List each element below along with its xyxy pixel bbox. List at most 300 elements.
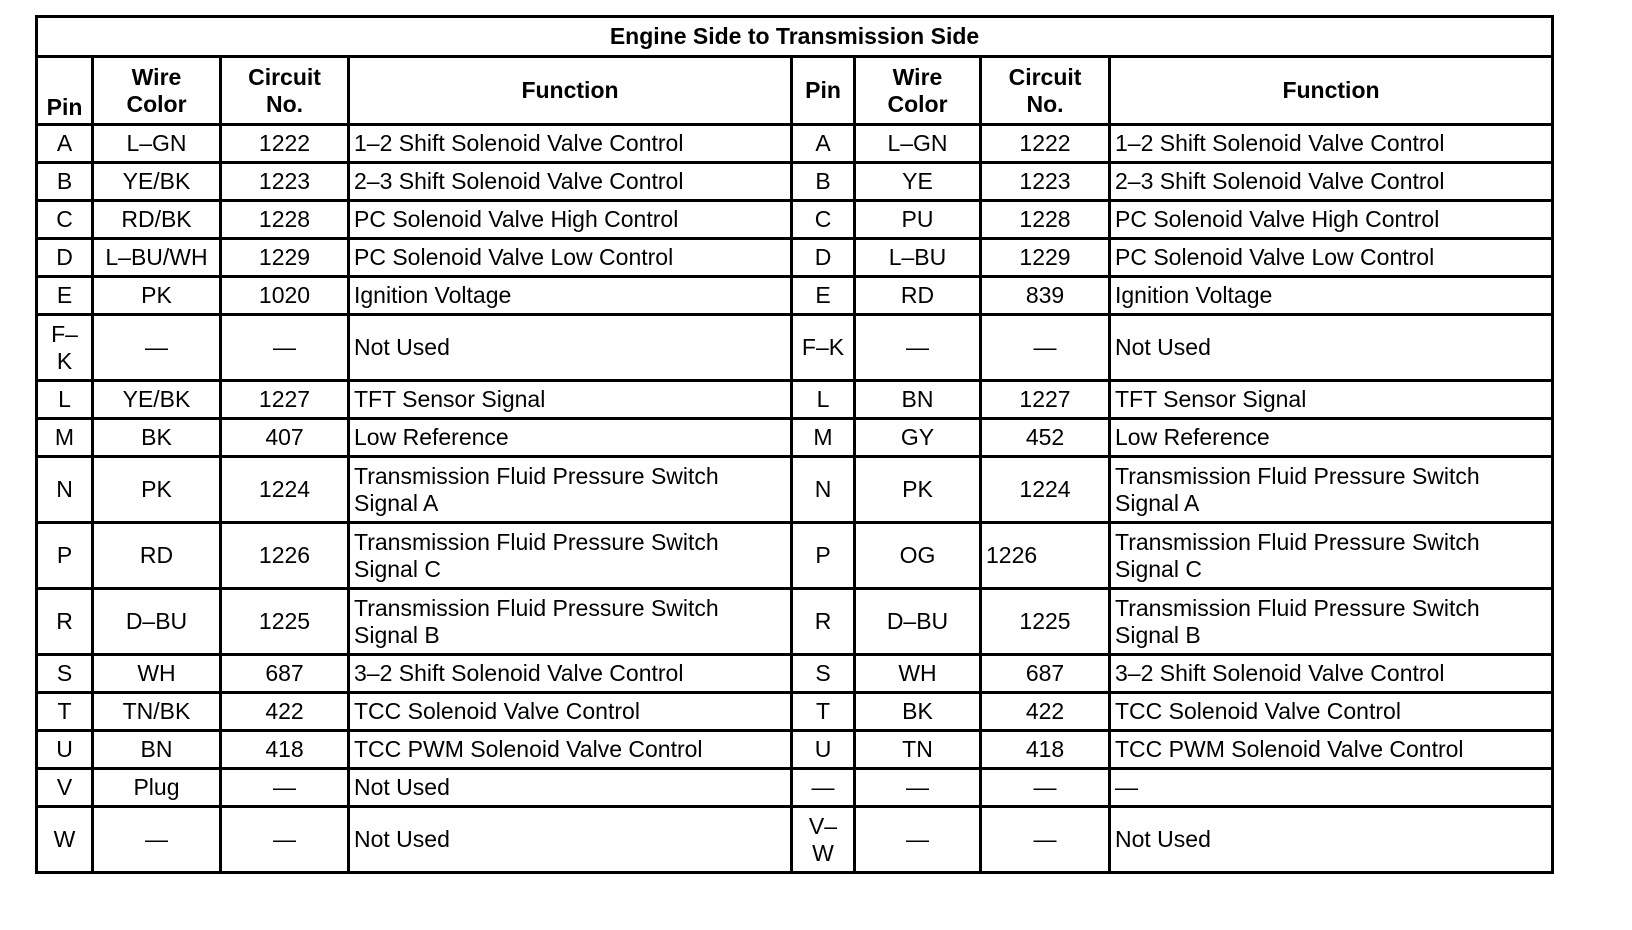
pin-engine-text: S [56,660,73,686]
wire-color-engine-text: BK [141,424,172,450]
function-engine-text: Transmission Fluid Pressure Switch [354,594,719,621]
pin-trans-cell [792,125,855,163]
circuit-engine-cell [221,315,349,381]
wire-color-trans-text: RD [900,282,935,308]
function-trans-cell [1110,381,1553,419]
circuit-engine-cell [221,457,349,523]
function-engine-text: Signal B [354,621,440,648]
function-trans-text: Not Used [1115,826,1211,852]
table-row [37,125,1553,163]
function-trans-cell [1110,655,1553,693]
function-engine-cell [349,523,792,589]
circuit-engine-cell [221,381,349,419]
pin-trans-text: W [812,839,834,866]
function-engine-cell [349,201,792,239]
pin-trans-cell [792,315,855,381]
header-circuit-line1: Circuit [1008,63,1082,90]
circuit-engine-cell [221,125,349,163]
pin-engine-text: B [56,168,73,194]
function-engine-text: Signal C [354,555,441,582]
pin-engine-text: L [58,386,71,412]
wire-color-engine-cell [93,523,221,589]
pin-trans-text: B [815,168,831,194]
function-engine-cell [349,315,792,381]
wire-color-engine-cell [93,457,221,523]
circuit-engine-text: — [273,826,296,852]
function-trans-text: 1–2 Shift Solenoid Valve Control [1115,130,1445,156]
wire-color-engine-text: L–GN [126,130,187,156]
pin-trans-cell [792,239,855,277]
wire-color-trans-text: BK [902,698,933,724]
pin-engine-cell [37,457,93,523]
header-circuit-line2: No. [265,90,304,117]
pin-engine-cell [37,589,93,655]
function-engine-text: 3–2 Shift Solenoid Valve Control [354,660,684,686]
circuit-trans-cell [981,125,1110,163]
table-row [37,381,1553,419]
function-trans-text: Signal B [1115,621,1201,648]
pin-trans-cell [792,523,855,589]
wire-color-trans-cell [855,419,981,457]
circuit-engine-cell [221,769,349,807]
pin-trans-text: F–K [801,334,845,360]
function-engine-cell [349,693,792,731]
circuit-trans-cell [981,163,1110,201]
circuit-trans-cell [981,655,1110,693]
pin-engine-cell [37,381,93,419]
table-row [37,807,1553,873]
pin-engine-cell [37,201,93,239]
circuit-trans-text: — [1033,826,1057,852]
header-wire-line2: Color [126,90,187,117]
circuit-trans-cell [981,769,1110,807]
function-engine-text: Not Used [354,826,450,852]
function-trans-cell [1110,277,1553,315]
function-engine-text: 2–3 Shift Solenoid Valve Control [354,168,684,194]
circuit-engine-text: 1229 [258,244,311,270]
wire-color-trans-text: — [906,774,929,800]
function-trans-text: — [1115,774,1138,800]
function-engine-text: PC Solenoid Valve High Control [354,206,679,232]
function-engine-cell [349,239,792,277]
function-trans-text: Transmission Fluid Pressure Switch [1115,528,1480,555]
wire-color-engine-cell [93,655,221,693]
table-row [37,239,1553,277]
table-row [37,693,1553,731]
pin-engine-text: T [57,698,72,724]
circuit-trans-text: 422 [1025,698,1065,724]
wire-color-trans-cell [855,523,981,589]
pin-engine-text: W [53,826,76,852]
pin-engine-text: R [56,608,73,634]
wire-color-engine-text: RD [139,542,174,568]
circuit-engine-cell [221,807,349,873]
function-trans-text: Ignition Voltage [1115,282,1273,308]
function-engine-text: TCC PWM Solenoid Valve Control [354,736,703,762]
pin-engine-text: U [56,736,73,762]
wire-color-engine-cell [93,807,221,873]
wire-color-engine-cell [93,731,221,769]
function-trans-text: Signal C [1115,555,1202,582]
circuit-engine-text: — [273,334,296,360]
header-circuit-line1: Circuit [248,63,321,90]
circuit-engine-text: 1227 [258,386,311,412]
circuit-trans-text: 839 [1025,282,1065,308]
wire-color-trans-cell [855,201,981,239]
pin-trans-text: T [815,698,831,724]
wire-color-engine-text: TN/BK [122,698,191,724]
pin-engine-cell [37,655,93,693]
function-engine-text: PC Solenoid Valve Low Control [354,244,674,270]
wire-color-trans-text: YE [902,168,933,194]
wire-color-trans-text: GY [900,424,935,450]
pin-trans-cell [792,457,855,523]
pin-engine-text: A [56,130,73,156]
header-circuit-engine [221,57,349,125]
function-trans-cell [1110,419,1553,457]
function-engine-text: Not Used [354,334,450,360]
function-trans-text: Transmission Fluid Pressure Switch [1115,462,1480,489]
wire-color-trans-text: WH [898,660,937,686]
circuit-trans-cell [981,731,1110,769]
function-trans-cell [1110,807,1553,873]
wire-color-trans-text: TN [902,736,933,762]
wire-color-trans-cell [855,163,981,201]
pin-trans-cell [792,769,855,807]
pin-trans-cell [792,693,855,731]
pin-trans-text: D [814,244,832,270]
function-trans-text: TFT Sensor Signal [1115,386,1307,412]
table-row [37,589,1553,655]
wire-color-trans-cell [855,239,981,277]
function-trans-text: Low Reference [1115,424,1270,450]
function-trans-cell [1110,457,1553,523]
wire-color-trans-text: L–GN [887,130,948,156]
circuit-trans-cell [981,457,1110,523]
function-engine-text: Transmission Fluid Pressure Switch [354,528,719,555]
circuit-engine-text: 1222 [258,130,311,156]
table-row [37,457,1553,523]
circuit-engine-cell [221,419,349,457]
function-engine-cell [349,589,792,655]
wire-color-engine-text: D–BU [125,608,188,634]
header-wire-line1: Wire [892,63,943,90]
wire-color-engine-cell [93,589,221,655]
wire-color-engine-cell [93,125,221,163]
pin-engine-text: P [56,542,73,568]
wire-color-trans-text: L–BU [888,244,947,270]
circuit-trans-cell [981,807,1110,873]
wire-color-trans-cell [855,315,981,381]
function-trans-cell [1110,239,1553,277]
header-wire-color-engine [93,57,221,125]
circuit-trans-text: 1222 [1019,130,1071,156]
circuit-engine-cell [221,589,349,655]
pin-trans-cell [792,419,855,457]
pin-engine-cell [37,731,93,769]
function-trans-cell [1110,523,1553,589]
function-engine-cell [349,381,792,419]
function-engine-text: Ignition Voltage [354,282,512,308]
pin-engine-text: F– [51,320,78,347]
circuit-trans-text: 1224 [1019,476,1071,502]
wire-color-engine-text: L–BU/WH [105,244,208,270]
pin-trans-text: E [815,282,831,308]
circuit-trans-text: 1228 [1019,206,1071,232]
wire-color-engine-text: YE/BK [122,168,191,194]
function-engine-cell [349,277,792,315]
wire-color-trans-text: BN [901,386,934,412]
circuit-engine-cell [221,731,349,769]
function-engine-text: TFT Sensor Signal [354,386,546,412]
pin-engine-cell [37,277,93,315]
header-wire-line2: Color [887,90,948,117]
wire-color-trans-cell [855,277,981,315]
table-row [37,315,1553,381]
circuit-engine-text: 1223 [258,168,311,194]
circuit-trans-cell [981,589,1110,655]
wire-color-engine-cell [93,277,221,315]
wire-color-trans-text: — [906,826,929,852]
function-trans-text: Not Used [1115,334,1211,360]
circuit-trans-text: 1226 [986,542,1038,568]
wire-color-trans-text: PU [901,206,934,232]
wire-color-trans-cell [855,589,981,655]
pin-trans-text: P [815,542,831,568]
function-trans-text: Transmission Fluid Pressure Switch [1115,594,1480,621]
pin-trans-cell [792,655,855,693]
wire-color-trans-text: PK [902,476,933,502]
function-engine-cell [349,125,792,163]
circuit-trans-text: 1223 [1019,168,1071,194]
wire-color-trans-cell [855,125,981,163]
circuit-engine-text: 1225 [258,608,311,634]
table-row [37,201,1553,239]
circuit-engine-cell [221,693,349,731]
circuit-trans-cell [981,693,1110,731]
wire-color-trans-cell [855,731,981,769]
pin-trans-text: R [814,608,832,634]
circuit-engine-text: — [273,774,296,800]
function-engine-cell [349,807,792,873]
function-engine-text: Not Used [354,774,450,800]
circuit-trans-cell [981,419,1110,457]
function-trans-text: 2–3 Shift Solenoid Valve Control [1115,168,1445,194]
circuit-engine-cell [221,523,349,589]
function-trans-cell [1110,163,1553,201]
function-engine-cell [349,655,792,693]
circuit-engine-text: 407 [265,424,304,450]
pin-trans-cell [792,807,855,873]
pin-engine-text: C [56,206,73,232]
wire-color-engine-cell [93,163,221,201]
pin-trans-text: L [816,386,830,412]
circuit-trans-cell [981,315,1110,381]
circuit-trans-text: 418 [1025,736,1065,762]
circuit-trans-text: 1229 [1019,244,1071,270]
function-engine-cell [349,769,792,807]
circuit-trans-text: 687 [1025,660,1065,686]
pin-trans-text: N [814,476,832,502]
circuit-engine-cell [221,201,349,239]
function-trans-cell [1110,589,1553,655]
table-row [37,769,1553,807]
wire-color-trans-cell [855,381,981,419]
header-wire-line1: Wire [131,63,182,90]
table-title: Engine Side to Transmission Side [37,17,1553,57]
wire-color-engine-text: YE/BK [122,386,191,412]
circuit-trans-cell [981,239,1110,277]
wire-color-trans-cell [855,457,981,523]
function-engine-text: Signal A [354,489,439,516]
wire-color-engine-text: — [145,334,168,360]
circuit-trans-text: — [1033,334,1057,360]
circuit-engine-text: 1224 [258,476,311,502]
function-engine-text: Transmission Fluid Pressure Switch [354,462,719,489]
function-trans-cell [1110,731,1553,769]
wire-color-engine-cell [93,381,221,419]
wire-color-trans-cell [855,655,981,693]
pin-trans-text: U [814,736,832,762]
pin-engine-cell [37,523,93,589]
circuit-trans-cell [981,277,1110,315]
pin-engine-text: E [56,282,73,308]
pin-trans-text: S [815,660,831,686]
function-engine-text: TCC Solenoid Valve Control [354,698,640,724]
function-engine-cell [349,163,792,201]
connector-pinout-table [35,15,1554,874]
table-row [37,655,1553,693]
circuit-trans-cell [981,381,1110,419]
wire-color-engine-text: — [145,826,168,852]
circuit-trans-cell [981,523,1110,589]
pin-engine-cell [37,315,93,381]
pin-engine-text: D [56,244,73,270]
pin-trans-text: M [813,424,833,450]
circuit-engine-text: 422 [265,698,304,724]
pin-engine-cell [37,807,93,873]
circuit-engine-text: 1228 [258,206,311,232]
header-pin-engine: Pin [37,57,93,125]
wire-color-engine-text: PK [141,282,172,308]
wire-color-engine-cell [93,769,221,807]
circuit-engine-cell [221,655,349,693]
pin-trans-text: V– [808,812,838,839]
function-trans-text: Signal A [1115,489,1200,516]
table-row [37,163,1553,201]
pin-trans-cell [792,277,855,315]
function-trans-text: TCC PWM Solenoid Valve Control [1115,736,1464,762]
function-engine-cell [349,457,792,523]
pin-trans-text: C [814,206,832,232]
function-trans-cell [1110,693,1553,731]
circuit-engine-text: 1226 [258,542,311,568]
pin-trans-cell [792,163,855,201]
function-trans-cell [1110,315,1553,381]
wire-color-trans-cell [855,807,981,873]
table-row [37,731,1553,769]
pin-engine-cell [37,419,93,457]
wire-color-engine-text: WH [137,660,176,686]
wire-color-trans-cell [855,769,981,807]
wire-color-trans-cell [855,693,981,731]
function-engine-text: 1–2 Shift Solenoid Valve Control [354,130,684,156]
wire-color-engine-text: RD/BK [121,206,192,232]
pin-trans-cell [792,589,855,655]
header-pin-trans: Pin [792,57,855,125]
circuit-engine-text: 1020 [258,282,311,308]
table-row [37,419,1553,457]
header-function-engine: Function [349,57,792,125]
header-function-trans: Function [1110,57,1553,125]
function-trans-text: PC Solenoid Valve High Control [1115,206,1440,232]
pin-engine-text: N [56,476,73,502]
circuit-engine-cell [221,239,349,277]
wire-color-engine-text: Plug [133,774,180,800]
function-trans-text: TCC Solenoid Valve Control [1115,698,1401,724]
circuit-engine-text: 418 [265,736,304,762]
wire-color-engine-cell [93,239,221,277]
table-title-row [37,17,1553,57]
pin-engine-text: V [56,774,73,800]
wire-color-engine-text: PK [141,476,172,502]
function-trans-cell [1110,125,1553,163]
function-trans-cell [1110,201,1553,239]
function-trans-text: PC Solenoid Valve Low Control [1115,244,1435,270]
pin-engine-cell [37,125,93,163]
wire-color-trans-text: OG [899,542,936,568]
circuit-trans-text: 1227 [1019,386,1071,412]
pin-trans-cell [792,201,855,239]
function-engine-cell [349,731,792,769]
wire-color-engine-cell [93,315,221,381]
table-row [37,523,1553,589]
pin-engine-text: M [54,424,75,450]
table-row [37,277,1553,315]
circuit-engine-cell [221,277,349,315]
circuit-trans-text: 452 [1025,424,1065,450]
function-engine-cell [349,419,792,457]
pin-trans-cell [792,731,855,769]
wire-color-engine-text: BN [140,736,173,762]
wire-color-engine-cell [93,693,221,731]
pin-engine-cell [37,693,93,731]
function-trans-cell [1110,769,1553,807]
header-wire-color-trans [855,57,981,125]
wire-color-trans-text: — [906,334,929,360]
circuit-engine-cell [221,163,349,201]
header-circuit-line2: No. [1026,90,1064,117]
pin-trans-text: — [811,774,835,800]
pin-engine-cell [37,769,93,807]
circuit-trans-text: 1225 [1019,608,1071,634]
header-row [37,57,1553,125]
wire-color-engine-cell [93,419,221,457]
pin-engine-text: K [56,347,73,374]
circuit-trans-cell [981,201,1110,239]
wire-color-trans-text: D–BU [886,608,949,634]
pin-trans-text: A [815,130,831,156]
circuit-trans-text: — [1033,774,1057,800]
pin-engine-cell [37,239,93,277]
function-trans-text: 3–2 Shift Solenoid Valve Control [1115,660,1445,686]
pin-engine-cell [37,163,93,201]
wire-color-engine-cell [93,201,221,239]
pin-trans-cell [792,381,855,419]
header-circuit-trans [981,57,1110,125]
circuit-engine-text: 687 [265,660,304,686]
function-engine-text: Low Reference [354,424,509,450]
